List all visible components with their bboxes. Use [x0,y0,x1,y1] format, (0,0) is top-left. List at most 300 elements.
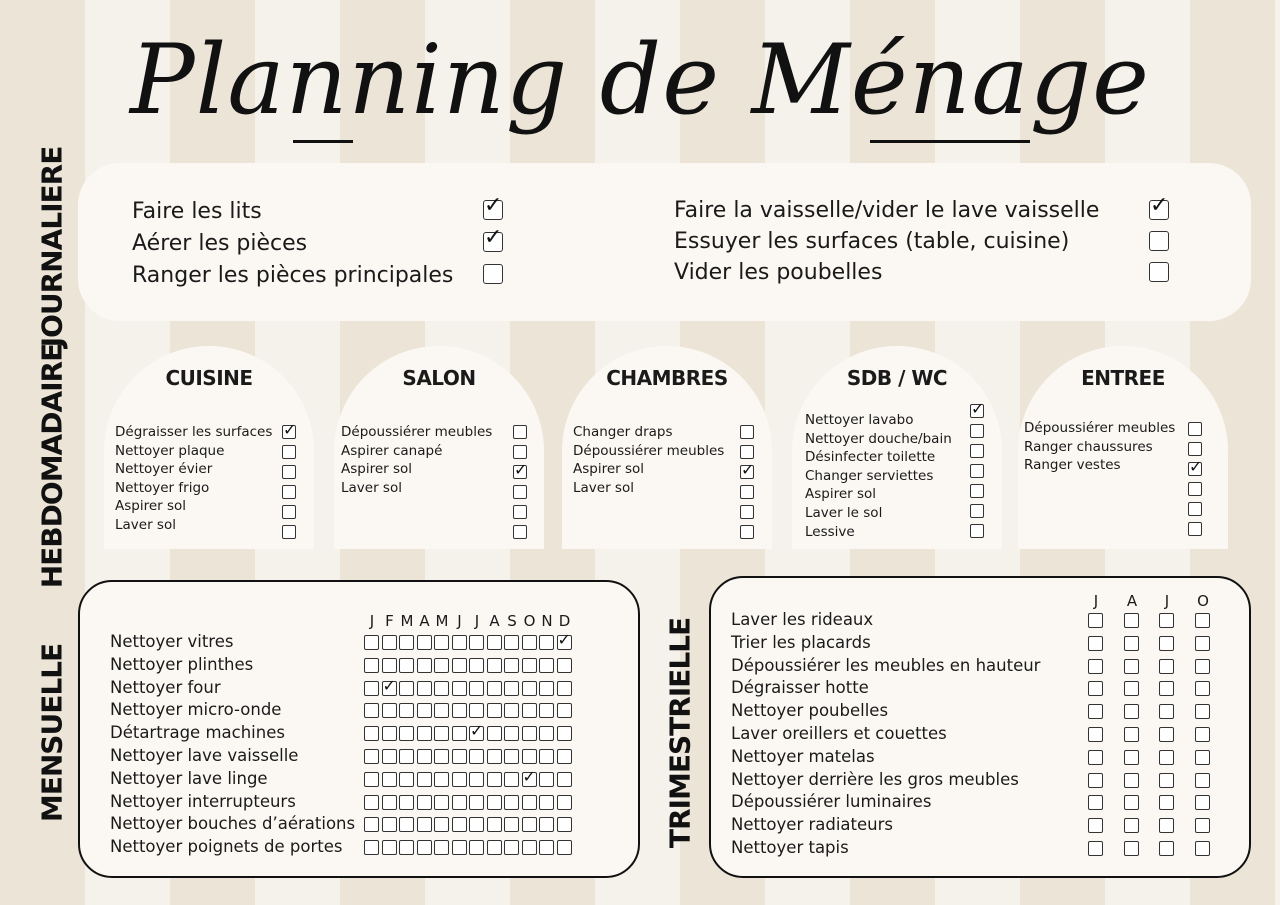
monthly-checkbox[interactable] [452,703,467,718]
monthly-checkbox[interactable] [469,658,484,673]
monthly-checkbox[interactable] [504,772,519,787]
monthly-checkbox[interactable] [557,726,572,741]
monthly-checkbox[interactable] [434,658,449,673]
monthly-checkbox[interactable] [557,772,572,787]
quarterly-checkbox[interactable] [1124,704,1139,719]
page-title: Planning de Ménage [130,24,1150,136]
monthly-checkbox[interactable] [417,726,432,741]
weekly-task-checkbox[interactable] [513,425,527,439]
monthly-checkbox[interactable] [522,795,537,810]
monthly-checkbox[interactable] [487,772,502,787]
quarterly-checkbox[interactable] [1124,773,1139,788]
check-icon: ✓ [971,399,985,418]
weekly-task-label: Nettoyer plaque [115,442,225,459]
monthly-checkbox[interactable] [434,681,449,696]
monthly-checkbox[interactable] [469,772,484,787]
monthly-checkbox[interactable] [469,635,484,650]
monthly-panel [78,580,640,878]
quarterly-checkbox[interactable] [1124,636,1139,651]
weekly-task-label: Nettoyer lavabo [805,412,914,428]
daily-panel [78,163,1251,321]
quarterly-checkbox[interactable] [1195,704,1210,719]
weekly-task-checkbox[interactable] [740,445,754,459]
quarterly-checkbox[interactable] [1088,841,1103,856]
monthly-checkbox[interactable] [539,703,554,718]
weekly-task-checkbox[interactable] [513,445,527,459]
monthly-checkbox[interactable] [539,726,554,741]
weekly-task-checkbox[interactable] [1188,522,1202,536]
monthly-checkbox[interactable] [522,840,537,855]
weekly-task-checkbox[interactable] [282,505,296,519]
month-header: D [558,612,571,630]
quarterly-checkbox[interactable] [1195,841,1210,856]
monthly-checkbox[interactable] [487,795,502,810]
monthly-checkbox[interactable] [452,817,467,832]
quarterly-checkbox[interactable] [1124,613,1139,628]
weekly-task-label: Ranger vestes [1024,457,1121,474]
monthly-checkbox[interactable] [469,840,484,855]
monthly-checkbox[interactable] [504,681,519,696]
monthly-checkbox[interactable] [382,795,397,810]
weekly-task-checkbox[interactable] [740,485,754,499]
monthly-task-label: Nettoyer vitres [110,632,234,651]
monthly-checkbox[interactable] [364,840,379,855]
monthly-checkbox[interactable] [539,681,554,696]
weekly-task-checkbox[interactable] [1188,502,1202,516]
monthly-checkbox[interactable] [399,703,414,718]
section-label-journaliere: JOURNALIERE [35,146,69,348]
monthly-checkbox[interactable] [364,658,379,673]
quarterly-checkbox[interactable] [1195,818,1210,833]
weekly-room-title: SALON [402,366,476,390]
quarterly-panel [709,576,1251,878]
monthly-checkbox[interactable] [382,840,397,855]
monthly-task-label: Nettoyer micro-onde [110,700,282,720]
monthly-task-label: Nettoyer four [110,677,221,697]
monthly-task-label: Détartrage machines [110,723,285,743]
monthly-checkbox[interactable] [522,681,537,696]
monthly-checkbox[interactable] [452,681,467,696]
monthly-checkbox[interactable] [382,703,397,718]
daily-task-checkbox[interactable] [483,193,503,220]
month-header: J [457,612,462,630]
weekly-task-label: Dépoussiérer meubles [573,442,725,459]
quarterly-checkbox[interactable] [1195,636,1210,651]
monthly-checkbox[interactable] [487,658,502,673]
monthly-checkbox[interactable] [417,817,432,832]
weekly-task-checkbox[interactable] [282,465,296,479]
weekly-task-checkbox[interactable] [740,525,754,539]
monthly-checkbox[interactable] [469,703,484,718]
weekly-room-sdb-wc [792,346,1002,549]
check-icon: ✓ [557,630,571,649]
monthly-checkbox[interactable] [539,658,554,673]
monthly-checkbox[interactable] [364,795,379,810]
daily-task-label: Faire les lits [132,199,262,224]
monthly-task-label: Nettoyer lave vaisselle [110,746,299,765]
monthly-checkbox[interactable] [399,658,414,673]
monthly-checkbox[interactable] [364,635,379,650]
weekly-task-label: Nettoyer évier [115,461,213,478]
quarterly-task-label: Nettoyer matelas [731,746,875,766]
monthly-checkbox[interactable] [504,795,519,810]
check-icon: ✓ [382,675,396,695]
quarter-header: O [1197,592,1209,610]
weekly-task-label: Aspirer sol [573,461,645,478]
monthly-task-label: Nettoyer plinthes [110,654,254,674]
monthly-checkbox[interactable] [504,840,519,855]
weekly-task-label: Dépoussiérer meubles [1024,420,1176,436]
quarterly-checkbox[interactable] [1088,750,1103,765]
weekly-room-cuisine [104,346,314,549]
monthly-checkbox[interactable] [557,840,572,855]
monthly-checkbox[interactable] [399,795,414,810]
monthly-checkbox[interactable] [557,703,572,718]
weekly-task-checkbox[interactable] [513,505,527,519]
check-icon: ✓ [522,766,536,786]
quarterly-checkbox[interactable] [1159,636,1174,651]
monthly-checkbox[interactable] [504,726,519,741]
monthly-checkbox[interactable] [487,681,502,696]
quarterly-task-label: Nettoyer tapis [731,838,849,857]
monthly-checkbox[interactable] [557,795,572,810]
quarterly-checkbox[interactable] [1159,818,1174,833]
quarterly-checkbox[interactable] [1159,727,1174,742]
month-header: N [541,612,553,630]
weekly-task-label: Nettoyer frigo [115,479,210,496]
monthly-checkbox[interactable] [522,817,537,832]
quarterly-checkbox[interactable] [1124,795,1139,810]
monthly-checkbox[interactable] [469,681,484,696]
monthly-checkbox[interactable] [452,658,467,673]
weekly-task-checkbox[interactable] [1188,482,1202,496]
daily-task-checkbox[interactable] [483,225,503,252]
monthly-checkbox[interactable] [382,772,397,787]
weekly-task-checkbox[interactable] [970,524,984,538]
weekly-task-label: Nettoyer douche/bain [805,430,952,447]
quarterly-checkbox[interactable] [1088,636,1103,651]
quarterly-checkbox[interactable] [1195,750,1210,765]
quarterly-task-label: Nettoyer derrière les gros meubles [731,769,1019,789]
monthly-checkbox[interactable] [434,772,449,787]
monthly-checkbox[interactable] [469,795,484,810]
monthly-checkbox[interactable] [539,840,554,855]
month-header: J [474,612,480,630]
check-icon: ✓ [1150,193,1169,218]
monthly-checkbox[interactable] [399,749,414,764]
monthly-checkbox[interactable] [557,630,572,650]
quarterly-checkbox[interactable] [1124,750,1139,765]
weekly-task-label: Aspirer canapé [341,442,443,459]
quarterly-checkbox[interactable] [1195,727,1210,742]
quarterly-checkbox[interactable] [1088,659,1103,674]
check-icon: ✓ [283,420,297,439]
monthly-checkbox[interactable] [522,635,537,650]
quarterly-task-label: Laver oreillers et couettes [731,724,947,743]
monthly-checkbox[interactable] [487,635,502,650]
check-icon: ✓ [484,193,503,218]
quarter-header: J [1164,592,1170,610]
weekly-task-checkbox[interactable] [282,445,296,459]
weekly-task-label: Laver sol [115,517,176,533]
quarterly-checkbox[interactable] [1195,659,1210,674]
monthly-checkbox[interactable] [469,721,484,741]
weekly-task-label: Désinfecter toilette [805,449,936,466]
weekly-room-entree [1018,346,1228,549]
weekly-task-checkbox[interactable] [282,420,297,439]
quarterly-checkbox[interactable] [1088,613,1103,628]
quarterly-task-label: Trier les placards [731,632,871,652]
monthly-checkbox[interactable] [399,635,414,650]
monthly-checkbox[interactable] [452,726,467,741]
monthly-checkbox[interactable] [382,749,397,764]
quarterly-task-label: Dépoussiérer les meubles en hauteur [731,655,1041,675]
monthly-checkbox[interactable] [417,635,432,650]
monthly-checkbox[interactable] [504,658,519,673]
weekly-task-checkbox[interactable] [970,444,984,458]
weekly-task-checkbox[interactable] [970,484,984,498]
daily-task-checkbox[interactable] [1149,231,1169,251]
month-header: M [400,612,414,630]
monthly-checkbox[interactable] [504,635,519,650]
monthly-checkbox[interactable] [469,749,484,764]
monthly-checkbox[interactable] [399,817,414,832]
monthly-checkbox[interactable] [539,635,554,650]
monthly-checkbox[interactable] [417,749,432,764]
daily-task-label: Faire la vaisselle/vider le lave vaisselle [674,198,1100,223]
weekly-task-checkbox[interactable] [1188,422,1202,436]
title-underline-right [870,140,1030,143]
weekly-task-label: Aspirer sol [341,461,413,478]
monthly-checkbox[interactable] [522,749,537,764]
title-underline-left [293,140,353,143]
weekly-task-label: Laver le sol [805,505,883,521]
weekly-task-label: Dégraisser les surfaces [115,424,273,440]
weekly-task-checkbox[interactable] [970,399,985,418]
weekly-task-checkbox[interactable] [740,505,754,519]
section-label-trimestrielle: TRIMESTRIELLE [663,617,697,849]
weekly-task-label: Ranger chaussures [1024,438,1153,455]
quarterly-checkbox[interactable] [1159,704,1174,719]
check-icon: ✓ [470,721,484,741]
weekly-room-title: ENTREE [1081,366,1165,390]
month-header: M [435,612,449,630]
monthly-checkbox[interactable] [487,749,502,764]
quarterly-checkbox[interactable] [1159,841,1174,856]
monthly-checkbox[interactable] [417,840,432,855]
weekly-task-label: Changer serviettes [805,467,934,484]
monthly-checkbox[interactable] [417,658,432,673]
daily-task-label: Ranger les pièces principales [132,263,454,288]
monthly-checkbox[interactable] [399,726,414,741]
monthly-checkbox[interactable] [452,840,467,855]
monthly-checkbox[interactable] [487,817,502,832]
monthly-checkbox[interactable] [539,772,554,787]
quarterly-task-label: Nettoyer radiateurs [731,815,893,835]
monthly-checkbox[interactable] [434,840,449,855]
monthly-checkbox[interactable] [487,703,502,718]
monthly-checkbox[interactable] [434,635,449,650]
quarterly-checkbox[interactable] [1124,841,1139,856]
monthly-checkbox[interactable] [434,817,449,832]
weekly-task-label: Laver sol [341,479,402,496]
weekly-task-checkbox[interactable] [970,504,984,518]
monthly-checkbox[interactable] [539,795,554,810]
quarterly-task-label: Laver les rideaux [731,610,874,629]
check-icon: ✓ [514,460,528,479]
quarterly-checkbox[interactable] [1124,659,1139,674]
month-header: A [419,612,430,630]
quarterly-checkbox[interactable] [1195,795,1210,810]
quarterly-checkbox[interactable] [1124,818,1139,833]
quarter-header: A [1126,592,1138,610]
monthly-checkbox[interactable] [434,795,449,810]
monthly-checkbox[interactable] [469,817,484,832]
monthly-checkbox[interactable] [382,658,397,673]
quarterly-checkbox[interactable] [1159,659,1174,674]
quarterly-checkbox[interactable] [1159,795,1174,810]
weekly-task-label: Aspirer sol [115,498,187,515]
weekly-task-checkbox[interactable] [970,424,984,438]
monthly-checkbox[interactable] [452,635,467,650]
quarterly-checkbox[interactable] [1088,818,1103,833]
daily-task-label: Essuyer les surfaces (table, cuisine) [674,229,1070,254]
quarterly-checkbox[interactable] [1088,681,1103,696]
quarterly-task-label: Dégraisser hotte [731,678,869,698]
quarterly-task-label: Dépoussiérer luminaires [731,792,932,812]
monthly-checkbox[interactable] [382,675,397,696]
monthly-checkbox[interactable] [417,772,432,787]
monthly-checkbox[interactable] [504,817,519,832]
quarterly-checkbox[interactable] [1159,773,1174,788]
daily-task-checkbox[interactable] [483,264,503,284]
month-header: O [523,612,536,630]
daily-task-checkbox[interactable] [1149,193,1169,220]
monthly-checkbox[interactable] [504,703,519,718]
monthly-checkbox[interactable] [399,681,414,696]
check-icon: ✓ [484,225,503,250]
weekly-task-label: Aspirer sol [805,486,877,503]
quarterly-task-label: Nettoyer poubelles [731,701,889,721]
monthly-checkbox[interactable] [487,840,502,855]
quarterly-checkbox[interactable] [1195,773,1210,788]
check-icon: ✓ [741,460,755,479]
weekly-task-checkbox[interactable] [970,464,984,478]
weekly-task-checkbox[interactable] [740,460,755,479]
monthly-task-label: Nettoyer interrupteurs [110,791,296,811]
monthly-checkbox[interactable] [522,703,537,718]
weekly-task-label: Laver sol [573,479,634,496]
quarterly-checkbox[interactable] [1124,681,1139,696]
weekly-room-title: SDB / WC [846,366,948,390]
quarter-header: J [1093,592,1099,610]
monthly-checkbox[interactable] [399,840,414,855]
monthly-task-label: Nettoyer lave linge [110,768,268,788]
weekly-task-label: Changer draps [573,424,673,440]
section-label-mensuelle: MENSUELLE [35,643,69,823]
monthly-checkbox[interactable] [539,817,554,832]
quarterly-checkbox[interactable] [1159,750,1174,765]
monthly-task-label: Nettoyer bouches d’aérations [110,814,356,834]
monthly-checkbox[interactable] [434,749,449,764]
weekly-task-checkbox[interactable] [1188,442,1202,456]
quarterly-checkbox[interactable] [1159,613,1174,628]
section-label-hebdomadaire: HEBDOMADAIRE [35,343,69,589]
quarterly-checkbox[interactable] [1195,613,1210,628]
monthly-checkbox[interactable] [557,817,572,832]
monthly-checkbox[interactable] [364,703,379,718]
monthly-checkbox[interactable] [417,795,432,810]
weekly-room-title: CHAMBRES [606,366,728,390]
monthly-checkbox[interactable] [417,703,432,718]
quarterly-checkbox[interactable] [1088,704,1103,719]
weekly-task-checkbox[interactable] [513,485,527,499]
monthly-checkbox[interactable] [364,681,379,696]
weekly-task-checkbox[interactable] [282,525,296,539]
monthly-checkbox[interactable] [417,681,432,696]
monthly-checkbox[interactable] [557,681,572,696]
month-header: A [489,612,500,630]
monthly-checkbox[interactable] [522,658,537,673]
monthly-checkbox[interactable] [382,817,397,832]
monthly-checkbox[interactable] [382,635,397,650]
monthly-checkbox[interactable] [539,749,554,764]
monthly-task-label: Nettoyer poignets de portes [110,837,343,857]
monthly-checkbox[interactable] [364,749,379,764]
monthly-checkbox[interactable] [557,749,572,764]
month-header: S [507,612,517,630]
quarterly-checkbox[interactable] [1088,773,1103,788]
monthly-checkbox[interactable] [452,749,467,764]
weekly-task-label: Lessive [805,523,855,540]
month-header: J [369,612,375,630]
monthly-checkbox[interactable] [522,766,537,787]
monthly-checkbox[interactable] [434,726,449,741]
weekly-task-checkbox[interactable] [282,485,296,499]
monthly-checkbox[interactable] [487,726,502,741]
monthly-checkbox[interactable] [504,749,519,764]
monthly-checkbox[interactable] [382,726,397,741]
weekly-task-checkbox[interactable] [513,460,528,479]
quarterly-checkbox[interactable] [1159,681,1174,696]
monthly-checkbox[interactable] [522,726,537,741]
monthly-checkbox[interactable] [452,772,467,787]
weekly-room-title: CUISINE [165,366,253,390]
month-header: F [385,612,394,630]
quarterly-checkbox[interactable] [1195,681,1210,696]
monthly-checkbox[interactable] [399,772,414,787]
weekly-task-checkbox[interactable] [513,525,527,539]
quarterly-checkbox[interactable] [1088,795,1103,810]
daily-task-checkbox[interactable] [1149,262,1169,282]
quarterly-checkbox[interactable] [1088,727,1103,742]
monthly-checkbox[interactable] [364,726,379,741]
weekly-task-checkbox[interactable] [1188,457,1203,476]
monthly-checkbox[interactable] [557,658,572,673]
daily-task-label: Aérer les pièces [132,231,308,256]
weekly-room-chambres [562,346,772,549]
daily-task-label: Vider les poubelles [674,260,883,285]
monthly-checkbox[interactable] [364,772,379,787]
monthly-checkbox[interactable] [364,817,379,832]
weekly-task-label: Dépoussiérer meubles [341,424,493,440]
weekly-room-salon [334,346,544,549]
quarterly-checkbox[interactable] [1124,727,1139,742]
monthly-checkbox[interactable] [434,703,449,718]
weekly-task-checkbox[interactable] [740,425,754,439]
monthly-checkbox[interactable] [452,795,467,810]
check-icon: ✓ [1189,457,1203,476]
